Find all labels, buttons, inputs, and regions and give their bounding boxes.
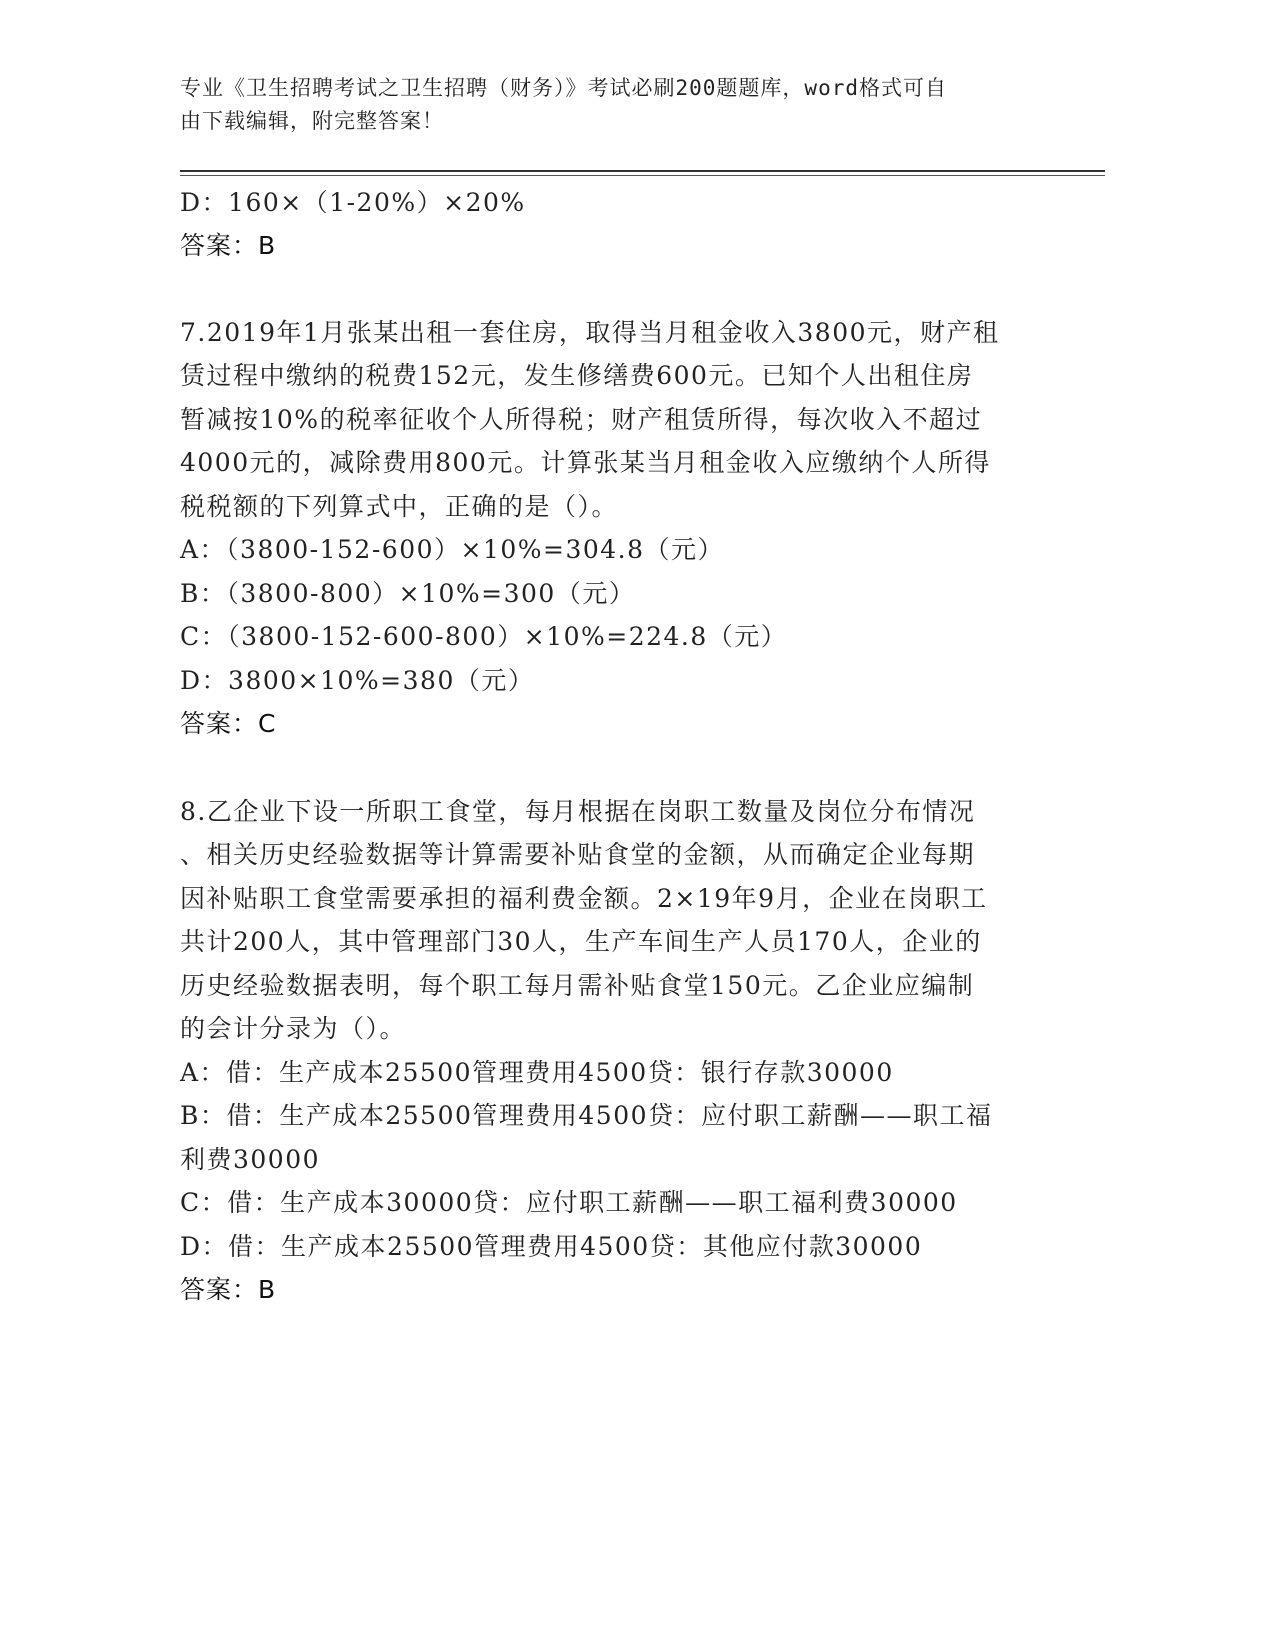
q8-option-b: B：借：生产成本25500管理费用4500贷：应付职工薪酬——职工福 — [180, 1101, 993, 1130]
header-divider-thick — [180, 170, 1105, 172]
header-divider-thin — [180, 175, 1105, 176]
q7-option-a: A：（3800-152-600）×10%=304.8（元） — [180, 535, 725, 564]
q7-option-c: C：（3800-152-600-800）×10%=224.8（元） — [180, 622, 788, 651]
q8-option-c: C：借：生产成本30000贷：应付职工薪酬——职工福利费30000 — [180, 1188, 958, 1217]
q7-option-b: B：（3800-800）×10%=300（元） — [180, 579, 636, 608]
q8-option-b-continued: 利费30000 — [180, 1145, 321, 1174]
q8-stem-line: 因补贴职工食堂需要承担的福利费金额。2×19年9月，企业在岗职工 — [180, 884, 988, 913]
q7-stem-line: 4000元的，减除费用800元。计算张某当月租金收入应缴纳个人所得 — [180, 448, 991, 477]
q7-stem-line: 暂减按10%的税率征收个人所得税；财产租赁所得，每次收入不超过 — [180, 405, 983, 434]
q8-option-a: A：借：生产成本25500管理费用4500贷：银行存款30000 — [180, 1058, 894, 1087]
q7-option-d: D：3800×10%=380（元） — [180, 666, 535, 695]
header-line-2: 由下载编辑，附完整答案！ — [180, 109, 444, 133]
header-line-1: 专业《卫生招聘考试之卫生招聘（财务）》考试必刷200题题库，word格式可自 — [180, 76, 947, 100]
q7-stem-line: 7.2019年1月张某出租一套住房，取得当月租金收入3800元，财产租 — [180, 318, 1000, 347]
q7-answer: 答案：C — [180, 709, 277, 738]
document-header — [180, 72, 1040, 138]
prev-question-answer: 答案：B — [180, 231, 277, 260]
q8-stem-line: 共计200人，其中管理部门30人，生产车间生产人员170人，企业的 — [180, 927, 982, 956]
q8-stem-line: 历史经验数据表明，每个职工每月需补贴食堂150元。乙企业应编制 — [180, 971, 975, 1000]
q8-stem-line: 的会计分录为（）。 — [180, 1014, 407, 1043]
q8-stem-line: 、相关历史经验数据等计算需要补贴食堂的金额，从而确定企业每期 — [180, 840, 976, 869]
prev-question-option-d: D：160×（1-20%）×20% — [180, 188, 526, 217]
q8-answer: 答案：B — [180, 1275, 277, 1304]
q8-stem-line: 8.乙企业下设一所职工食堂，每月根据在岗职工数量及岗位分布情况 — [180, 797, 976, 826]
q7-stem-line: 税税额的下列算式中，正确的是（）。 — [180, 492, 619, 521]
q8-option-d: D：借：生产成本25500管理费用4500贷：其他应付款30000 — [180, 1232, 923, 1261]
q7-stem-line: 赁过程中缴纳的税费152元，发生修缮费600元。已知个人出租住房 — [180, 361, 974, 390]
